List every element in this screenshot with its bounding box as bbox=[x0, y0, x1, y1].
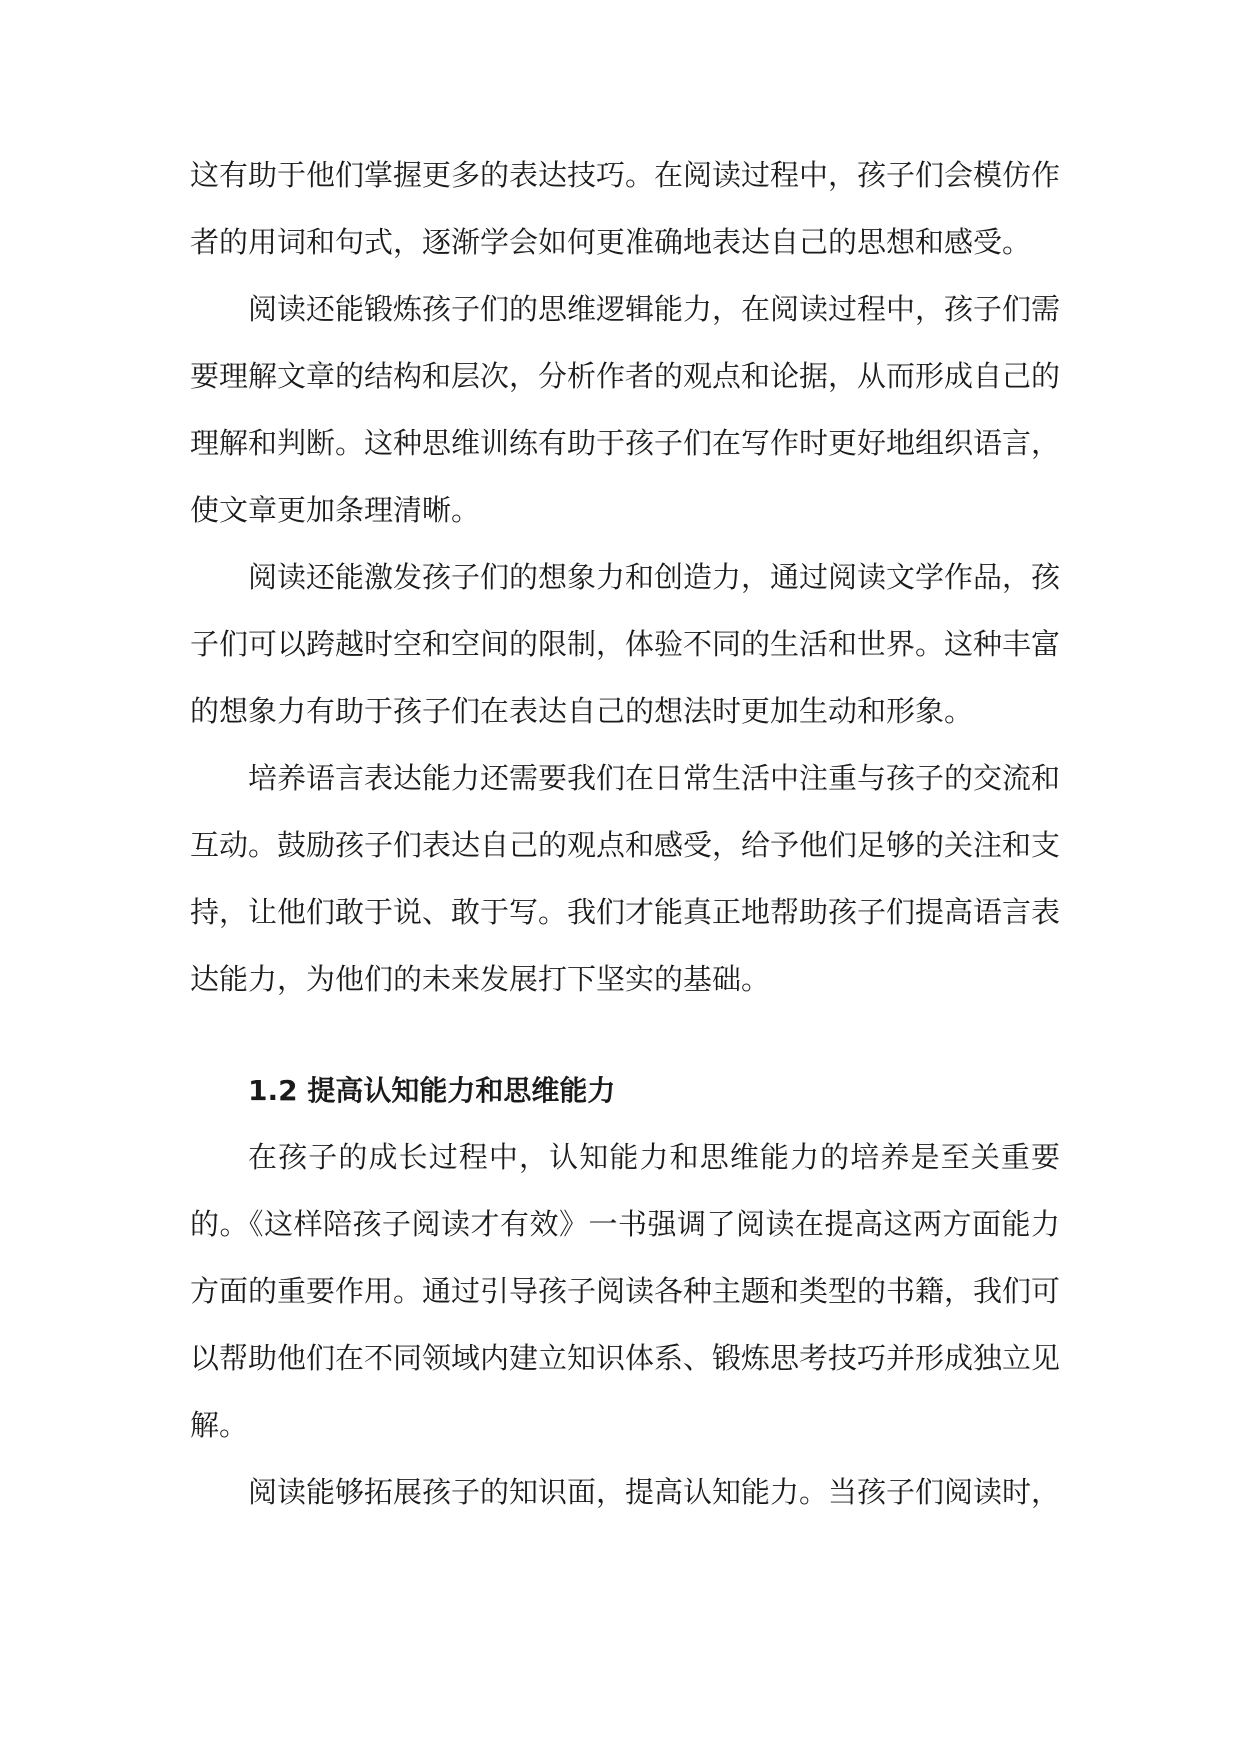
body-paragraph-1: 这有助于他们掌握更多的表达技巧。在阅读过程中，孩子们会模仿作者的用词和句式，逐渐学会如何更准确地表达自己的思想和感受。 bbox=[190, 158, 1061, 259]
body-paragraph-3: 阅读还能激发孩子们的想象力和创造力，通过阅读文学作品，孩子们可以跨越时空和空间的限制，体验不同的生活和世界。这种丰富的想象力有助于孩子们在表达自己的想法时更加生动和形象。 bbox=[190, 560, 1061, 728]
body-paragraph-6: 阅读能够拓展孩子的知识面，提高认知能力。当孩子们阅读时， bbox=[248, 1475, 1061, 1509]
section-heading: 1.2 提高认知能力和思维能力 bbox=[248, 1074, 616, 1107]
page-content bbox=[190, 142, 1060, 1526]
body-paragraph-4: 培养语言表达能力还需要我们在日常生活中注重与孩子的交流和互动。鼓励孩子们表达自己的观点和感受，给予他们足够的关注和支持，让他们敢于说、敢于写。我们才能真正地帮助孩子们提高语言表达能力，为他们的未来发展打下坚实的基础。 bbox=[190, 761, 1061, 996]
body-paragraph-2: 阅读还能锻炼孩子们的思维逻辑能力，在阅读过程中，孩子们需要理解文章的结构和层次，分析作者的观点和论据，从而形成自己的理解和判断。这种思维训练有助于孩子们在写作时更好地组织语言，使文章更加条理清晰。 bbox=[190, 292, 1061, 527]
body-paragraph-5: 在孩子的成长过程中，认知能力和思维能力的培养是至关重要的。《这样陪孩子阅读才有效》一书强调了阅读在提高这两方面能力方面的重要作用。通过引导孩子阅读各种主题和类型的书籍，我们可以帮助他们在不同领域内建立知识体系、锻炼思考技巧并形成独立见解。 bbox=[190, 1140, 1061, 1442]
